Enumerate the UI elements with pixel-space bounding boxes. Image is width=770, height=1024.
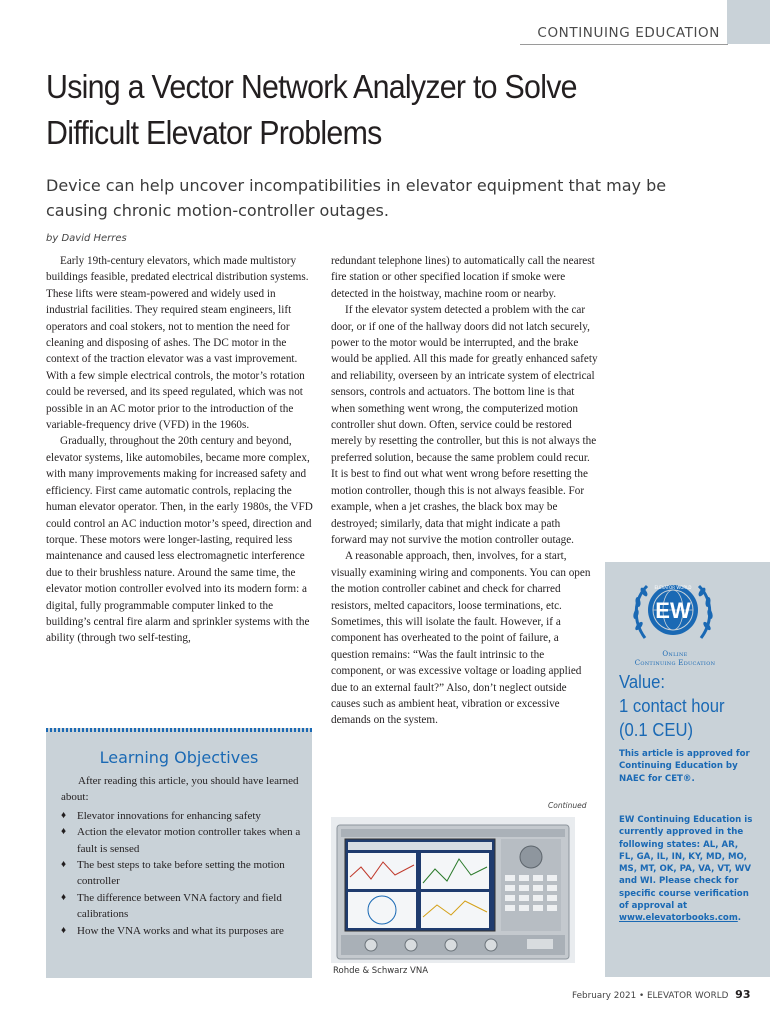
article-title: Using a Vector Network Analyzer to Solve Difficult Elevator Problems: [46, 68, 577, 151]
byline: by David Herres: [46, 233, 127, 244]
figure-caption: Rohde & Schwarz VNA: [333, 966, 429, 976]
diamond-bullet-icon: ♦: [61, 826, 67, 838]
emblem-caption: Online Continuing Education: [634, 650, 716, 667]
diamond-bullet-icon: ♦: [61, 809, 67, 821]
elevatorbooks-link[interactable]: www.elevatorbooks.com: [619, 913, 738, 924]
ce-sidebar: [605, 562, 770, 977]
states-note: EW Continuing Education is currently approved in the following states: AL, AR, FL, GA, IL, IN, KY, MD, MO, MS, MT, OK, PA, VA, VT, WV and WI. Please check for specific course verification of approval at www.elevatorbooks.com.: [619, 815, 753, 924]
paragraph: Gradually, throughout the 20th century and beyond, elevator systems, like automobiles, became more complex, with many improvements making for increased safety and efficiency. First came automatic controls, replacing the human elevator operator. Then, in the early 1980s, the VFD could control an AC induction motor’s speed, direction and torque. These motors were longer-lasting, required less maintenance and caused less electromagnetic interference due to their brushless nature. Around the same time, the elevator motion controller evolved into its modern form: a digital, fully programmable computer linked to the building’s central fire alarm and sprinkler systems with the ability (through two self-testing,: [46, 435, 313, 645]
svg-text:ELEVATOR WORLD: ELEVATOR WORLD: [654, 585, 692, 590]
continued-note: Continued: [548, 801, 587, 810]
diamond-bullet-icon: ♦: [61, 859, 67, 871]
list-item: ♦ The difference between VNA factory and field calibrations: [61, 891, 282, 921]
learning-objectives-intro: After reading this article, you should have learned about:: [61, 775, 299, 804]
paragraph: If the elevator system detected a problem with the car door, or if one of the hallway doors did not latch securely, power to the motor would be interrupted, and the brake would be applied. All this made for greatly enhanced safety and reliability, overseen by an intricate system of electrical sensors, controls and actuators. The bottom line is that when something went wrong, the computerized motion controller shut down. Often, service could be restored merely by resetting the controller, but this is not always the preferred solution, because the same problem could recur. It is best to find out what went wrong before resetting the motion controller, though this is not always feasible. For example, when a jet crashes, the black box may be destroyed; similarly, data that might indicate a path forward may not survive the motion controller outage.: [331, 304, 598, 546]
paragraph: A reasonable approach, then, involves, for a start, visually examining wiring and components. You can open the motion controller cabinet and check for charred resistors, melted capacitors, loose terminations, etc. Sometimes, this will isolate the fault. However, if a component has overheated to the point of failure, a question remains: “Was the fault intrinsic to the component, or was excessive voltage or loading applied due to an external fault?” Also, don’t neglect outside causes such as ambient heat, vibration or excessive demands on the system.: [331, 550, 591, 727]
svg-text:EW: EW: [655, 598, 691, 623]
page-number: 93: [735, 988, 751, 1001]
section-rule: [520, 44, 728, 45]
diamond-bullet-icon: ♦: [61, 891, 67, 903]
list-item: ♦ How the VNA works and what its purposes are: [61, 923, 304, 939]
ew-laurel-seal-icon: [623, 572, 723, 652]
body-column-2: [331, 253, 598, 729]
learning-objectives-list: [56, 808, 312, 939]
list-item: ♦ The best steps to take before setting the motion controller: [61, 859, 285, 888]
footer-issue: February 2021 • ELEVATOR WORLD: [572, 991, 729, 1001]
paragraph: Early 19th-century elevators, which made multistory buildings feasible, predated electrical distribution systems. These lifts were steam-powered and widely used in industrial facilities. They required steam engineers, lift operators and coal stokers, not to mention the need for cleaning and disposing of ashes. The DC motor in the context of the traction elevator was a vast improvement. With a few simple electrical controls, the motor’s rotation could be reversed, and its speed regulated, which was not possible in an AC motor prior to the introduction of the variable-frequency drive (VFD) in the 1960s.: [46, 255, 309, 432]
header-color-band: [727, 0, 770, 44]
section-label: CONTINUING EDUCATION: [537, 25, 720, 41]
list-item: ♦ Action the elevator motion controller takes when a fault is sensed: [61, 826, 301, 855]
article-subtitle: Device can help uncover incompatibilities in elevator equipment that may be causing chronic motion-controller outages.: [46, 176, 667, 220]
ew-online-ce-emblem-icon: [623, 572, 723, 662]
vna-instrument-illustration: [331, 817, 575, 963]
list-item: ♦ Elevator innovations for enhancing safety: [61, 808, 304, 824]
learning-objectives-box: [46, 728, 312, 978]
page-footer: [572, 988, 750, 1001]
learning-objectives-title: Learning Objectives: [99, 748, 259, 767]
value-label: Value: 1 contact hour (0.1 CEU): [619, 671, 725, 740]
diamond-bullet-icon: ♦: [61, 924, 67, 936]
paragraph: redundant telephone lines) to automatically call the nearest fire station or other specified location if smoke were detected in the hoistway, machine room or nearby.: [331, 255, 595, 300]
body-column-1: [46, 253, 314, 647]
vna-photo: [331, 817, 575, 963]
approval-note: This article is approved for Continuing Education by NAEC for CET®.: [619, 749, 750, 784]
